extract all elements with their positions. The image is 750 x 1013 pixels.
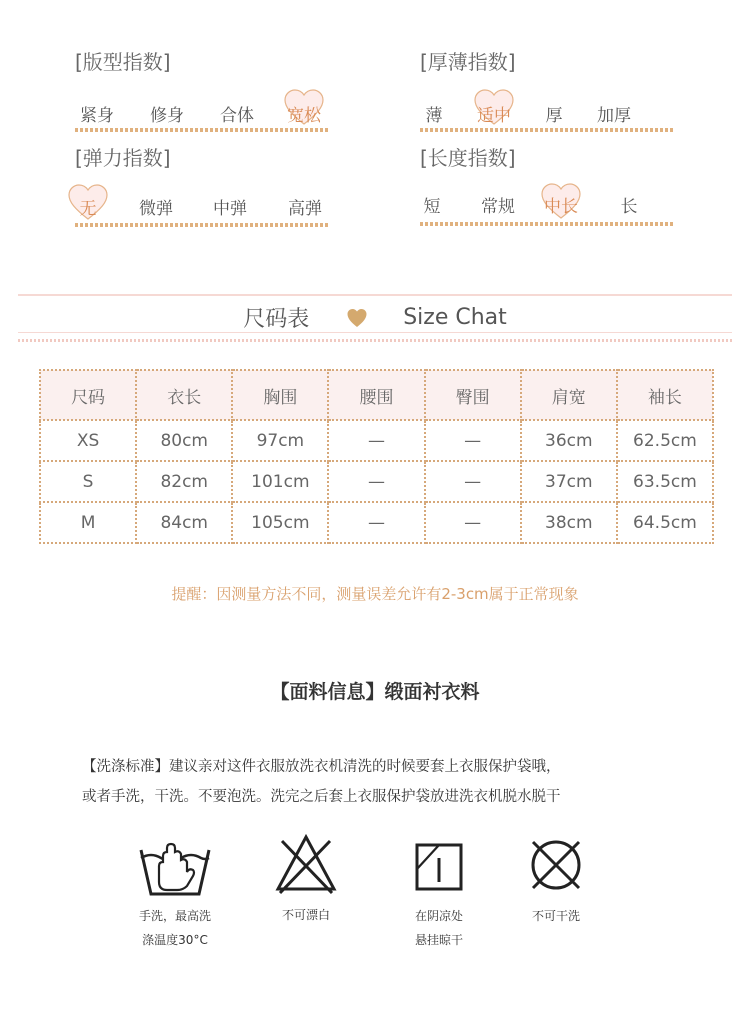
length-index	[420, 142, 675, 232]
table-header-cell: 胸围	[232, 370, 328, 420]
care-label: 手洗，最高洗	[138, 909, 211, 923]
table-cell: 63.5cm	[617, 461, 713, 502]
elasticity-option-slight: 微弹	[139, 199, 173, 219]
fit-index-title: [版型指数]	[75, 50, 171, 74]
fit-option-tight: 紧身	[80, 106, 114, 126]
table-header-cell: 衣长	[136, 370, 232, 420]
table-cell: 62.5cm	[617, 420, 713, 461]
length-option-mid-long: 中长	[544, 197, 578, 217]
table-cell: 80cm	[136, 420, 232, 461]
size-chart-header	[18, 294, 732, 344]
divider	[18, 339, 732, 342]
care-label: 不可干洗	[531, 909, 580, 923]
elasticity-index-title: [弹力指数]	[75, 146, 171, 170]
table-cell: 82cm	[136, 461, 232, 502]
no-bleach-icon	[274, 833, 338, 895]
divider	[18, 294, 732, 296]
care-item-no-dry-clean	[496, 836, 616, 928]
thickness-option-medium: 适中	[477, 106, 511, 126]
table-cell: XS	[40, 420, 136, 461]
table-cell: M	[40, 502, 136, 543]
table-cell: —	[328, 461, 424, 502]
table-header-cell: 袖长	[617, 370, 713, 420]
table-header-cell: 臀围	[425, 370, 521, 420]
wash-instructions-line-2: 或者手洗，干洗。不要泡洗。洗完之后套上衣服保护袋放进洗衣机脱水脱干	[82, 789, 561, 805]
fit-index-line	[75, 128, 330, 132]
thickness-index-line	[420, 128, 675, 132]
table-cell: 36cm	[521, 420, 617, 461]
hand-wash-icon	[137, 836, 213, 898]
thickness-index-title: [厚薄指数]	[420, 50, 516, 74]
length-option-regular: 常规	[481, 197, 515, 217]
table-header-row	[40, 370, 713, 420]
table-row	[40, 461, 713, 502]
size-table	[39, 369, 714, 544]
size-chart-title-en: Size Chat	[403, 305, 507, 330]
length-option-short: 短	[423, 197, 441, 217]
fabric-info: 【面料信息】缎面衬衣料	[270, 681, 480, 703]
line-dry-shade-icon	[414, 842, 464, 892]
care-item-no-bleach	[246, 833, 366, 927]
elasticity-index-line	[75, 223, 330, 227]
heart-icon	[346, 308, 368, 328]
table-cell: 38cm	[521, 502, 617, 543]
elasticity-index	[75, 142, 330, 232]
table-cell: 84cm	[136, 502, 232, 543]
table-cell: —	[425, 420, 521, 461]
thickness-option-extra-thick: 加厚	[597, 106, 631, 126]
table-cell: 97cm	[232, 420, 328, 461]
table-cell: S	[40, 461, 136, 502]
table-cell: 101cm	[232, 461, 328, 502]
fit-option-loose: 宽松	[287, 106, 321, 126]
elasticity-option-none: 无	[79, 199, 97, 219]
table-cell: —	[328, 420, 424, 461]
length-index-title: [长度指数]	[420, 146, 516, 170]
table-header-cell: 腰围	[328, 370, 424, 420]
table-cell: —	[328, 502, 424, 543]
table-header-cell: 尺码	[40, 370, 136, 420]
thickness-index	[420, 46, 675, 136]
wash-instructions-line-1: 【洗涤标准】建议亲对这件衣服放洗衣机清洗的时候要套上衣服保护袋哦，	[82, 759, 561, 775]
care-label: 在阴凉处	[414, 909, 463, 923]
size-chart-title-cn: 尺码表	[243, 307, 310, 332]
care-label: 涤温度30°C	[142, 933, 208, 947]
table-header-cell: 肩宽	[521, 370, 617, 420]
elasticity-option-high: 高弹	[288, 199, 322, 219]
table-cell: 37cm	[521, 461, 617, 502]
elasticity-option-medium: 中弹	[213, 199, 247, 219]
care-label: 不可漂白	[281, 908, 330, 922]
table-cell: —	[425, 502, 521, 543]
no-tumble-dry-icon	[527, 836, 585, 894]
measurement-note: 提醒：因测量方法不同，测量误差允许有2-3cm属于正常现象	[171, 585, 579, 603]
thickness-option-thick: 厚	[545, 106, 563, 126]
fit-option-regular: 合体	[220, 106, 254, 126]
table-row	[40, 420, 713, 461]
table-cell: —	[425, 461, 521, 502]
table-row	[40, 502, 713, 543]
care-item-line-dry-shade	[379, 842, 499, 952]
divider	[18, 332, 732, 333]
length-index-line	[420, 222, 675, 226]
length-option-long: 长	[620, 197, 638, 217]
fit-option-slim: 修身	[150, 106, 184, 126]
care-item-hand-wash	[115, 836, 235, 952]
size-chart-title	[18, 302, 732, 333]
thickness-option-thin: 薄	[425, 106, 443, 126]
care-label: 悬挂晾干	[414, 933, 463, 947]
fit-index	[75, 46, 330, 136]
table-cell: 64.5cm	[617, 502, 713, 543]
table-cell: 105cm	[232, 502, 328, 543]
